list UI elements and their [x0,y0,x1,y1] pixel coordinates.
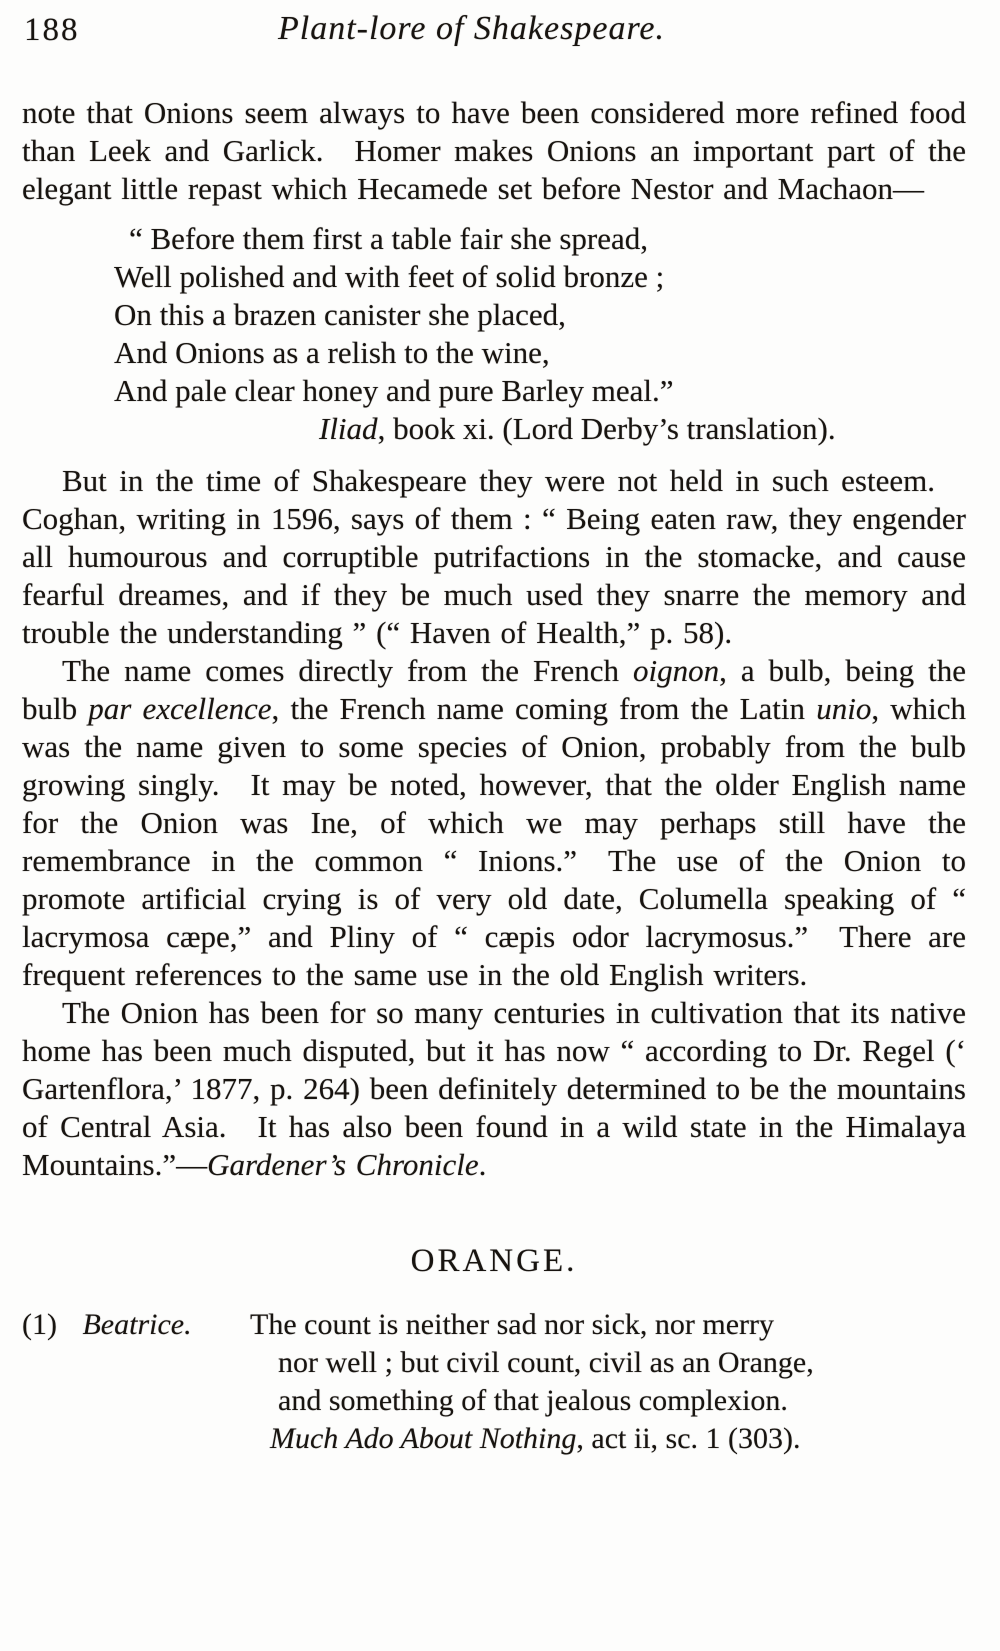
quote-line: and something of that jealous complexion. [278,1384,788,1417]
poem-line: “ Before them first a table fair she spread, [129,221,649,256]
quote-entry-text [250,1306,966,1458]
section-heading-orange: ORANGE. [410,1243,578,1279]
quote-line: nor well ; but civil count, civil as an Orange, [278,1346,814,1379]
quote-citation [270,1420,966,1458]
quote-entry [22,1306,966,1458]
poem-attribution-work: Iliad [319,411,378,446]
paragraph-onion-etymology: The name comes directly from the French oignon, a bulb, being the bulb par excellence, the French name coming from the Latin unio, which was the name given to some species of Onion, probably from the bulb growing singly. It may be noted, however, that the older English name for the Onion was Ine, of which we may perhaps still have the remembrance in the common “ Inions.” The use of the Onion to promote artificial crying is of very old date, Columella speaking of “ lacrymosa cæpe,” and Pliny of “ cæpis odor lacrymosus.” There are frequent references to the same use in the old English writers. [22,653,966,992]
quote-entry-number: (1) [22,1308,57,1341]
poem-attribution-detail: , book xi. (Lord Derby’s translation). [377,411,836,446]
poem-line: And pale clear honey and pure Barley meal.” [114,373,674,408]
quote-entry-left [22,1306,250,1458]
quote-entry-speaker: Beatrice. [82,1308,192,1341]
paragraph-onion-origin: The Onion has been for so many centuries in cultivation that its native home has been much disputed, but it has now “ according to Dr. Regel (‘ Gartenflora,’ 1877, p. 264) been definitely determined to be the mountains of Central Asia. It has also been found in a wild state in the Himalaya Mountains.”—Gardener’s Chronicle. [22,995,966,1182]
page-number: 188 [24,12,80,48]
quote-citation-work: Much Ado About Nothing [270,1422,577,1455]
paragraph-onions-intro: note that Onions seem always to have been considered more refined food than Leek and Garlick. Homer makes Onions an important part of the elegant little repast which Hecamede set before Nestor and Machaon— [22,95,966,206]
poem-line: On this a brazen canister she placed, [114,297,566,332]
page-body [0,94,1000,1458]
paragraph-shakespeare-esteem: But in the time of Shakespeare they were not held in such esteem. Coghan, writing in 1596, says of them : “ Being eaten raw, they engender all humourous and corruptible putrifactions in the stomacke, and cause fearful dreames, and if they be much used they snarre the memory and trouble the understanding ” (“ Haven of Health,” p. 58). [22,463,966,650]
poem-block [114,220,966,448]
page-header [0,0,1000,58]
poem-line: Well polished and with feet of solid bronze ; [114,259,665,294]
poem-line: And Onions as a relish to the wine, [114,335,550,370]
quote-citation-detail: , act ii, sc. 1 (303). [576,1422,801,1455]
running-title: Plant-lore of Shakespeare. [278,10,666,47]
quote-line: The count is neither sad nor sick, nor merry [250,1308,775,1341]
poem-attribution [319,410,966,448]
